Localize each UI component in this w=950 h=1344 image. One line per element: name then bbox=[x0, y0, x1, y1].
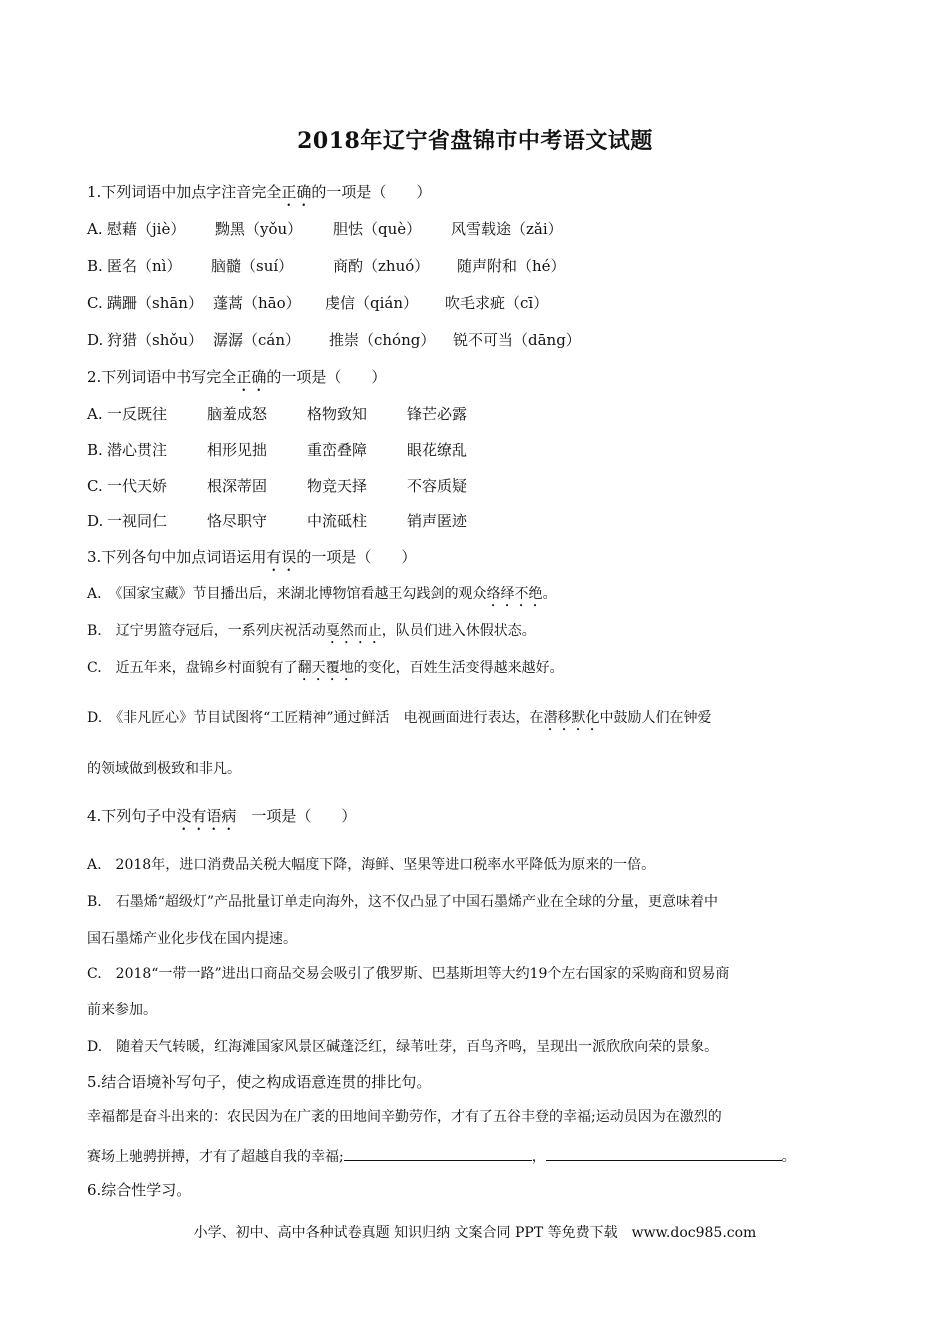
q2-option-d: D. 一视同仁 恪尽职守 中流砥柱 销声匿迹 bbox=[87, 512, 468, 530]
q3-stem: 3.下列各句中加点词语运用有误的一项是（ ） bbox=[87, 548, 417, 566]
q3-c-dotted-word: 翻天覆地 bbox=[297, 660, 354, 676]
page-footer: 小学、初中、高中各种试卷真题 知识归纳 文案合同 PPT 等免费下载 www.doc985.com bbox=[193, 1225, 757, 1241]
q4-dotted-word: 没有语病 bbox=[176, 807, 237, 825]
q5-answer-blank-2[interactable] bbox=[546, 1146, 782, 1161]
q2-stem: 2.下列词语中书写完全正确的一项是（ ） bbox=[87, 368, 387, 386]
q4-option-d: D. 随着天气转暖，红海滩国家风景区碱蓬泛红，绿苇吐芽，百鸟齐鸣，呈现出一派欣欣向荣的景象。 bbox=[87, 1039, 719, 1055]
q3-option-c: C. 近五年来，盘锦乡村面貌有了翻天覆地的变化，百姓生活变得越来越好。 bbox=[87, 660, 564, 676]
q1-stem: 1.下列词语中加点字注音完全正确的一项是（ ） bbox=[87, 183, 432, 201]
q3-a-dotted-word: 络绎不绝 bbox=[486, 586, 543, 602]
q5-passage-line2: 赛场上驰骋拼搏，才有了超越自我的幸福; ， 。 bbox=[87, 1146, 796, 1167]
q4-option-b-continued: 国石墨烯产业化步伐在国内提速。 bbox=[87, 931, 297, 947]
q3-option-b: B. 辽宁男篮夺冠后，一系列庆祝活动戛然而止，队员们进入休假状态。 bbox=[87, 623, 536, 639]
q1-dotted-word: 正确 bbox=[281, 183, 312, 201]
q5-answer-blank-1[interactable] bbox=[344, 1146, 532, 1161]
q3-d-dotted-word: 潜移默化 bbox=[543, 710, 600, 726]
q4-option-c-continued: 前来参加。 bbox=[87, 1002, 157, 1018]
q3-option-d-continued: 的领域做到极致和非凡。 bbox=[87, 761, 241, 777]
q6-stem: 6.综合性学习。 bbox=[87, 1181, 192, 1199]
q3-b-dotted-word: 戛然而止 bbox=[325, 623, 382, 639]
q2-option-b: B. 潜心贯注 相形见拙 重峦叠障 眼花缭乱 bbox=[87, 441, 468, 459]
q2-dotted-word: 正确 bbox=[236, 368, 267, 386]
q2-option-c: C. 一代天娇 根深蒂固 物竞天择 不容质疑 bbox=[87, 477, 468, 495]
q2-option-a: A. 一反既往 脑羞成怒 格物致知 锋芒必露 bbox=[87, 405, 468, 423]
q4-option-a: A. 2018年，进口消费品关税大幅度下降，海鲜、坚果等进口税率水平降低为原来的一倍。 bbox=[87, 857, 656, 873]
q4-stem: 4.下列句子中没有语病 一项是（ ） bbox=[87, 807, 357, 825]
q1-option-a-row: A. 慰藉（jiè） 黝黑（yǒu） 胆怯（què） 风雪载途（zǎi） bbox=[87, 220, 563, 238]
q5-passage-line1: 幸福都是奋斗出来的：农民因为在广袤的田地间辛勤劳作，才有了五谷丰登的幸福;运动员因为在激烈的 bbox=[87, 1109, 722, 1125]
q4-option-c: C. 2018“一带一路”进出口商品交易会吸引了俄罗斯、巴基斯坦等大约19个左右国家的采购商和贸易商 bbox=[87, 966, 730, 982]
page-title: 2018年辽宁省盘锦市中考语文试题 bbox=[297, 128, 653, 154]
q1-option-d: D. 狩猎（shǒu） 潺潺（cán） 推崇（chóng） 锐不可当（dāng） bbox=[87, 331, 581, 349]
q1-option-b: B. 匿名（nì） 脑髓（suí） 商酌（zhuó） 随声附和（hé） bbox=[87, 257, 566, 275]
q3-dotted-word: 有误 bbox=[266, 548, 297, 566]
q4-option-b: B. 石墨烯“超级灯”产品批量订单走向海外，这不仅凸显了中国石墨烯产业在全球的分量，更意味着中 bbox=[87, 894, 719, 910]
q3-option-d: D. 《非凡匠心》节目试图将“工匠精神”通过鲜活 电视画面进行表达，在潜移默化中鼓励人们在钟爱 bbox=[87, 710, 712, 726]
q5-stem: 5.结合语境补写句子，使之构成语意连贯的排比句。 bbox=[87, 1073, 432, 1091]
q1-option-c: C. 蹒跚（shān） 蓬蒿（hāo） 虔信（qián） 吹毛求疵（cī） bbox=[87, 294, 549, 312]
q3-option-a: A. 《国家宝藏》节目播出后，来湖北博物馆看越王勾践剑的观众络绎不绝。 bbox=[87, 586, 557, 602]
